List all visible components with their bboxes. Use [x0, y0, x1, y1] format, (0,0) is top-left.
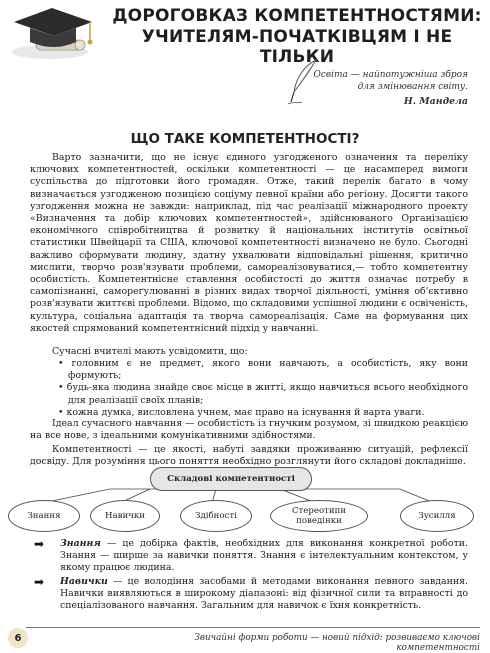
paragraph-competences: Компетентності — це якості, набуті завдяки проживанню ситуацій, рефлексії досвіду. Для розуміння цього поняття необхідно розглянути його складові докладніше.	[30, 444, 468, 468]
diagram-node-effort: Зусилля	[400, 500, 474, 532]
list-item: • головним є не предмет, якого вони навчають, а особистість, яку вони формують;	[58, 358, 468, 382]
footer-rule	[26, 627, 480, 628]
paragraph-teachers: Сучасні вчителі мають усвідомити, що:	[52, 346, 248, 357]
diagram-node-skills: Навички	[90, 500, 160, 532]
definition-term: Знання	[60, 538, 101, 549]
definition-term: Навички	[60, 576, 108, 587]
epigraph-line-1: Освіта — найпотужніша зброя	[313, 70, 468, 80]
definition-skills	[60, 576, 468, 613]
diagram-node-knowledge: Знання	[8, 500, 80, 532]
graduation-cap-icon	[6, 2, 98, 64]
section-title: ЩО ТАКЕ КОМПЕТЕНТНОСТІ?	[130, 131, 360, 147]
page-number: 6	[8, 628, 28, 648]
epigraph-line-2: для змінювання світу.	[357, 82, 468, 92]
definition-knowledge	[60, 538, 468, 575]
bullet-list	[30, 358, 468, 419]
epigraph-author: Н. Мандела	[403, 96, 468, 107]
bullet-text: головним є не предмет, якого вони навчають, а особистість, яку вони формують;	[68, 358, 468, 382]
definition-text: — це володіння засобами й методами виконання певного завдання. Навички виявляються в широкому діапазоні: від фізичної сили та вправності до спеціалізованого навчання. Загальним для навичок є їхня конкретність.	[60, 576, 468, 612]
list-item: • кожна думка, висловлена учнем, має право на існування й варта уваги.	[58, 406, 425, 418]
bullet-text: будь-яка людина знайде своє місце в житті, якщо навчиться всього необхідного для реалізації своїх планів;	[66, 382, 469, 406]
footer-text: Звичайні форми роботи — новий підхід: розвиваємо ключові компетентності	[194, 633, 480, 653]
page-title-line-1: ДОРОГОВКАЗ КОМПЕТЕНТНОСТЯМИ:	[112, 6, 482, 26]
paragraph-ideal: Ідеал сучасного навчання — особистість із гнучким розумом, зі швидкою реакцією на все нове, з ідеальними комунікативними здібностями.	[30, 418, 468, 442]
arrow-right-icon: ➡	[34, 575, 45, 589]
page-title-line-2: УЧИТЕЛЯМ-ПОЧАТКІВЦЯМ І НЕ ТІЛЬКИ	[141, 27, 453, 67]
bullet-text: кожна думка, висловлена учнем, має право на існування й варта уваги.	[66, 406, 425, 418]
diagram-center-node: Складові компетентності	[150, 467, 312, 491]
paragraph-intro: Варто зазначити, що не існує єдиного узгодженого означення та переліку ключових компетентностей, оскільки компетентності — це насамперед вимоги суспільства до підготовки його громадян. Отже, такий перелік багато в чому визначається узгодженою позицією соціуму певної країни або регіону. Досягти такого узгодження можна не завжди: наприклад, під час реалізації міжнародного проекту «Визначення та добір ключових компетентностей», здійснюваного Організацією економічного співробітництва й розвитку й національних інститутів освітньої статистики Швейцарії та США, ключової компетентності визначено не було. Сьогодні важливо сформувати людину, здатну ухвалювати відповідальні рішення, критично мислити, творчо розв'язувати проблеми, самореалізовуватися,— тобто компетентну особистість. Компетентнісне ставлення особистості до життя означає потребу в самопізнанні, самореґулюванні в різних видах творчої діяльності, уміння об'єктивно розв'язувати життєві проблеми. Відомо, що складовими успішної людини є освіченість, культура, соціальна адаптація та творча самореалізація. Саме на формування цих якостей спрямований компетентнісний підхід у навчанні.	[30, 152, 468, 334]
diagram-node-behavior-stereotypes: Стереотипи поведінки	[270, 500, 368, 532]
list-item: • будь-яка людина знайде своє місце в житті, якщо навчиться всього необхідного для реалізації своїх планів;	[58, 382, 469, 406]
diagram-node-abilities: Здібності	[180, 500, 252, 532]
arrow-right-icon: ➡	[34, 537, 45, 551]
definition-text: — це добірка фактів, необхідних для виконання конкретної роботи. Знання — ширше за навички поняття. Знання є інтелектуальним контекстом, у якому працює людина.	[60, 538, 468, 574]
